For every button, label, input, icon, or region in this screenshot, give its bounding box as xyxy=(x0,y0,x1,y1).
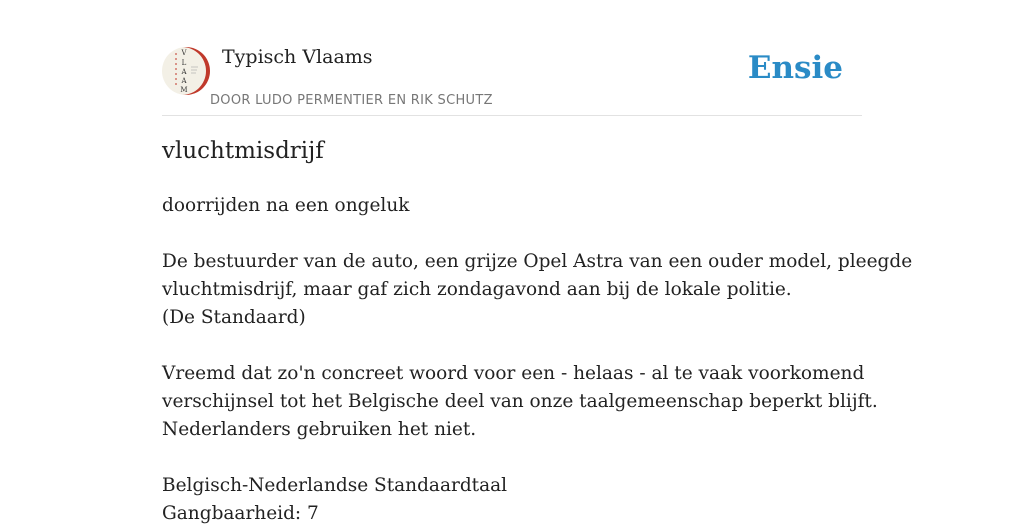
example-source: (De Standaard) xyxy=(162,307,306,328)
spacer xyxy=(162,332,862,360)
brand-logo[interactable]: Ensie xyxy=(747,50,843,86)
svg-text:M: M xyxy=(180,86,188,94)
note-line: verschijnsel tot het Belgische deel van onze taalgemeenschap beperkt blijft. xyxy=(162,391,878,412)
category: Belgisch-Nederlandse Standaardtaal xyxy=(162,475,508,496)
svg-text:V: V xyxy=(181,49,187,57)
spacer xyxy=(162,220,862,248)
footer-partial: Gangbaarheid: 7 xyxy=(162,503,319,524)
note-line: Nederlanders gebruiken het niet. xyxy=(162,419,477,440)
example-line: De bestuurder van de auto, een grijze Opel Astra van een ouder model, pleegde xyxy=(162,251,913,272)
svg-text:A: A xyxy=(181,77,187,85)
entry-title: vluchtmisdrijf xyxy=(162,138,324,164)
svg-text:A: A xyxy=(181,68,187,76)
note-line: Vreemd dat zo'n concreet woord voor een - helaas - al te vaak voorkomend xyxy=(162,363,865,384)
book-authors: DOOR LUDO PERMENTIER EN RIK SCHUTZ xyxy=(210,93,493,108)
spacer xyxy=(162,444,862,472)
svg-text:L: L xyxy=(181,59,187,67)
page-wrapper xyxy=(162,0,913,524)
book-cover-icon[interactable] xyxy=(162,47,210,95)
book-title[interactable]: Typisch Vlaams xyxy=(222,46,373,68)
entry-content xyxy=(162,192,913,528)
header xyxy=(162,0,862,116)
definition: doorrijden na een ongeluk xyxy=(162,195,410,216)
example-line: vluchtmisdrijf, maar gaf zich zondagavond aan bij de lokale politie. xyxy=(162,279,792,300)
